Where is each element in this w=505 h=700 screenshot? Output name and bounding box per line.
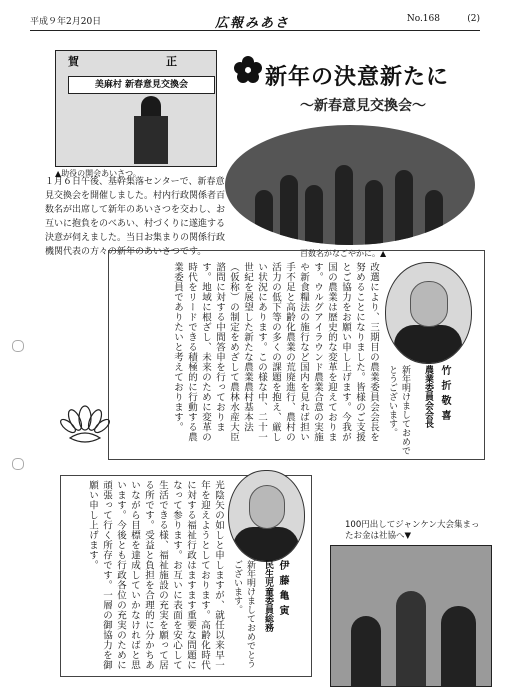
photo-caption: 100円出してジャンケン大会集まったお金は社協へ▼ bbox=[345, 520, 480, 541]
event-banner: 美麻村 新春意見交換会 bbox=[68, 76, 215, 94]
speaker-name: 竹折敬喜 bbox=[439, 365, 450, 425]
article-headline: 新年の決意新たに bbox=[265, 64, 450, 90]
speaker-role: 民生児童委員総務 bbox=[263, 560, 273, 632]
issue-number: No.168 bbox=[406, 14, 440, 24]
photo-janken-game bbox=[330, 545, 492, 687]
crowd-figure bbox=[395, 170, 413, 245]
punch-hole bbox=[12, 458, 24, 470]
newsletter-title: 広報みあさ bbox=[215, 16, 291, 31]
speaker-name: 伊藤亀寅 bbox=[277, 560, 288, 620]
issue-date: 平成９年2月20日 bbox=[30, 17, 102, 27]
crowd-figure bbox=[255, 190, 273, 245]
portrait-photo bbox=[385, 262, 472, 364]
page-header bbox=[30, 12, 480, 31]
portrait-face bbox=[249, 485, 285, 529]
page-number: (2) bbox=[467, 14, 480, 24]
greeting-salutation: 新年明けましておめでとうございます。 bbox=[387, 365, 410, 455]
crowd-figure bbox=[280, 175, 298, 245]
greeting-body: 改選により、三期目の農業委員会会長を努めることになりました。皆様のご支援とご協力をお願い申し上げます。今我が国の農業は歴史的な変革を迎えております。ウルグアイラウンド農業合意の実施や新食糧法の施行など国内を見れば担い手不足と高齢化農業の荒廃進行、農村の活力の低下等の多くの課題を抱え、厳しい状況にあります。この様な中、二十一世紀を展望した新たな農業農村基本法（仮称）の制定をめざして農林水産大臣諮問に対する中間答申を行っております。地域に根ざし、未来のために変革の時代をリードできる積極的に行動する農業委員でありたいと考えております。 bbox=[172, 262, 379, 442]
flower-illustration-icon bbox=[60, 398, 110, 446]
greeting-signature bbox=[230, 560, 305, 670]
greeting-salutation: 新年明けましておめでとうございます。 bbox=[232, 560, 255, 668]
photo-opening-address bbox=[55, 50, 217, 167]
article-subheadline: ～新春意見交換会～ bbox=[300, 98, 426, 114]
new-year-mark: 賀 bbox=[68, 55, 79, 68]
crowd-figure bbox=[335, 165, 353, 245]
greeting-body: 光陰矢の如しと申しますが、就任以来早一年を迎えようとしております。高齢化時代に対する福祉行政はますます重要な問題になって参ります。お互いに表面を安心して生活できる様、福祉施設の充実を願って居る所です。受益と負担を合理的に分かちあいながら目標を達成していかなければと思います。今後とも行政各位の充実のために頑張って行く所存です。一層の御協力を御願い申し上げます。 bbox=[87, 480, 224, 670]
article-intro: １月６日午後、基幹集落センターで、新春意見交換会を開催しました。村内行政関係者百数名が出席して新年のあいさつを交わし、お互いに抱負をのべあい、村づくりに遂進する決意が伺えました。当日お集まりの関係行政機関代表の方々の新年のあいさつです。 bbox=[45, 177, 226, 257]
crowd-figure bbox=[351, 616, 381, 686]
crowd-figure bbox=[425, 190, 443, 245]
crowd-figure bbox=[305, 185, 323, 245]
photo-caption: 百数名がなごやかに。▲ bbox=[300, 249, 387, 258]
portrait-face bbox=[410, 281, 448, 327]
photo-caption: ▲助役の開会あいさつ。 bbox=[55, 169, 141, 178]
crowd-figure bbox=[396, 591, 426, 686]
punch-hole bbox=[12, 340, 24, 352]
crowd-figure bbox=[365, 180, 383, 245]
photo-gathering bbox=[225, 125, 475, 245]
speaker-role: 農業委員会会長 bbox=[423, 365, 433, 428]
podium bbox=[134, 116, 168, 164]
portrait-suit bbox=[233, 527, 299, 562]
greeting-signature bbox=[385, 365, 470, 455]
new-year-mark: 正 bbox=[166, 55, 177, 68]
portrait-photo bbox=[228, 470, 305, 562]
plum-blossom-icon bbox=[228, 50, 268, 90]
portrait-suit bbox=[394, 325, 462, 364]
crowd-figure bbox=[441, 606, 476, 686]
